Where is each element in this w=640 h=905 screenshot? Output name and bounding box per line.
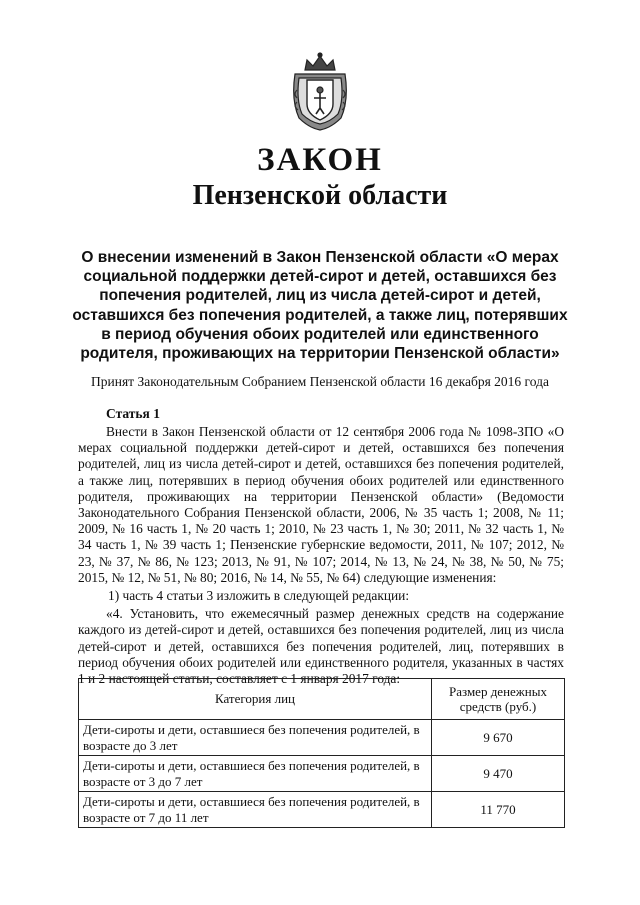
row-amount: 11 770 <box>432 792 565 828</box>
article-item-1: 1) часть 4 статьи 3 изложить в следующей редакции: <box>108 588 410 604</box>
law-title: ЗАКОН <box>257 142 383 178</box>
row-amount: 9 470 <box>432 756 565 792</box>
coat-of-arms-icon <box>285 50 355 132</box>
law-subject: О внесении изменений в Закон Пензенской области «О мерах социальной поддержки детей-сирот и детей, оставшихся без попечения родителей, лиц из числа детей-сирот и детей, оставшихся без попечения родителей, а также лиц, потерявших в период обучения обоих родителей или единственного родителя, проживающих на территории Пензенской области» <box>72 249 568 363</box>
table-row <box>79 792 565 828</box>
article-body <box>78 424 564 687</box>
table-row <box>79 756 565 792</box>
allowance-table <box>78 678 565 828</box>
column-header-category: Категория лиц <box>79 679 432 720</box>
article-quote: «4. Установить, что ежемесячный размер денежных средств на содержание каждого из детей-сирот и детей, оставшихся без попечения родителей, лиц из числа детей-сирот и детей, оставшихся без попечения родителей, лиц, потерявших в период обучения обоих родителей или единственного родителя, указанных в частях 1 и 2 настоящей статьи, составляет с 1 января 2017 года: <box>78 606 564 687</box>
adoption-note: Принят Законодательным Собранием Пензенской области 16 декабря 2016 года <box>91 374 549 389</box>
law-region: Пензенской области <box>192 180 448 211</box>
row-category: Дети-сироты и дети, оставшиеся без попечения родителей, в возрасте от 7 до 11 лет <box>79 792 432 828</box>
row-category: Дети-сироты и дети, оставшиеся без попечения родителей, в возрасте до 3 лет <box>79 720 432 756</box>
table-row <box>79 720 565 756</box>
article-title: Статья 1 <box>106 406 160 421</box>
column-header-amount: Размер денежных средств (руб.) <box>432 679 565 720</box>
row-amount: 9 670 <box>432 720 565 756</box>
row-category: Дети-сироты и дети, оставшиеся без попечения родителей, в возрасте от 3 до 7 лет <box>79 756 432 792</box>
article-intro: Внести в Закон Пензенской области от 12 сентября 2006 года № 1098-ЗПО «О мерах социальной поддержки детей-сирот и детей, оставшихся без попечения родителей, лиц из числа детей-сирот и детей, оставшихся без попечения родителей, а также лиц, потерявших в период обучения обоих родителей или единственного родителя, проживающих на территории Пензенской области» (Ведомости Законодательного Собрания Пензенской области, 2006, № 35 часть 1; 2008, № 11; 2009, № 16 часть 1, № 20 часть 1; 2010, № 23 часть 1, № 30; 2011, № 32 часть 1, № 34 часть 1, № 39 часть 1; Пензенские губернские ведомости, 2011, № 107; 2012, № 23, № 37, № 86, № 123; 2013, № 91, № 107; 2014, № 13, № 24, № 38, № 50, № 75; 2015, № 12, № 51, № 80; 2016, № 14, № 55, № 64) следующие изменения: <box>78 424 564 585</box>
table-header-row <box>79 679 565 720</box>
